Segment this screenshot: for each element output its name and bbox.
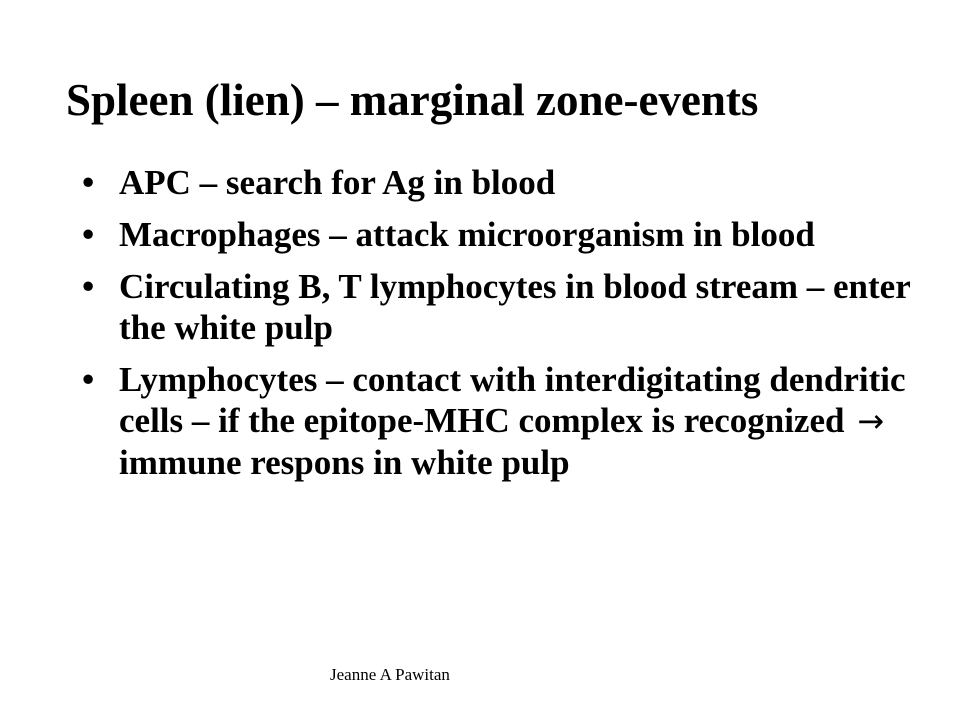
bullet-item-macrophages xyxy=(82,214,922,255)
bullet-text-after-arrow: immune respons in white pulp xyxy=(119,443,570,482)
bullet-text-before-arrow: Lymphocytes – contact with interdigitating dendritic cells – if the epitope-MHC complex is recognized xyxy=(119,360,906,440)
bullet-item-apc xyxy=(82,162,922,203)
bullet-icon: • xyxy=(82,360,95,399)
bullet-icon: • xyxy=(82,163,95,202)
bullet-icon: • xyxy=(82,215,95,254)
slide-title: Spleen (lien) – marginal zone-events xyxy=(66,75,759,125)
bullet-text: Circulating B, T lymphocytes in blood stream – enter the white pulp xyxy=(119,267,911,347)
bullet-text: Macrophages – attack microorganism in blood xyxy=(119,215,815,254)
bullet-item-lymphocytes-contact xyxy=(82,359,922,483)
footer-author: Jeanne A Pawitan xyxy=(330,665,450,684)
bullet-item-circulating-lymphocytes xyxy=(82,266,922,348)
bullet-list xyxy=(82,162,922,494)
right-arrow-icon: → xyxy=(857,402,885,440)
bullet-icon: • xyxy=(82,267,95,306)
bullet-text: APC – search for Ag in blood xyxy=(119,163,556,202)
